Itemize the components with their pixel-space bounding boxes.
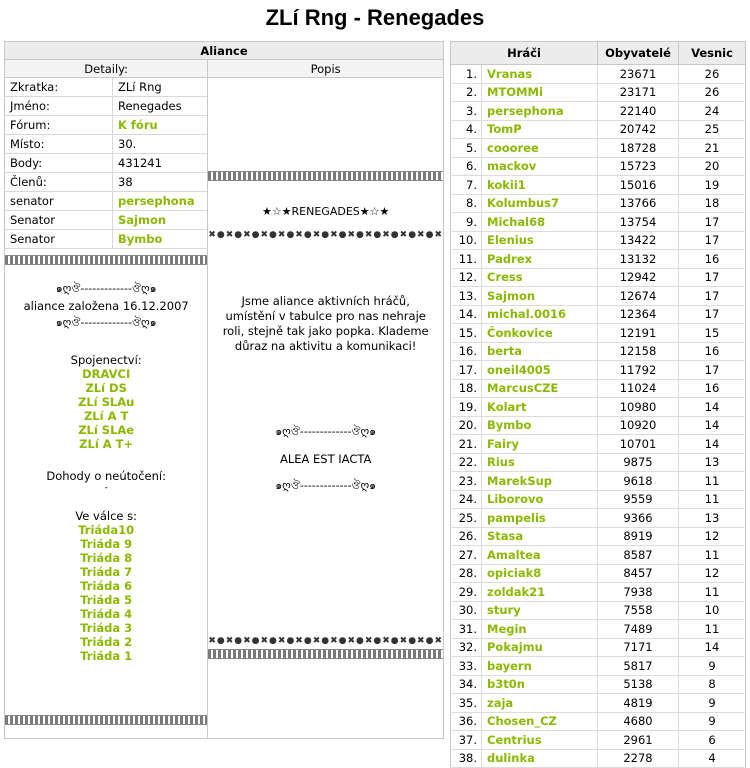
player-name-link[interactable]: Stasa — [482, 527, 598, 546]
player-name-link[interactable]: Cress — [482, 268, 598, 287]
player-rank: 3. — [451, 102, 482, 121]
player-population: 12942 — [598, 268, 679, 287]
war-link[interactable]: Triáda 9 — [80, 537, 133, 551]
player-name-link[interactable]: Megin — [482, 620, 598, 639]
player-row — [451, 65, 746, 84]
player-name-link[interactable]: Chosen_CZ — [482, 712, 598, 731]
player-row — [451, 657, 746, 676]
player-name-link[interactable]: Fairy — [482, 435, 598, 454]
wars-list — [5, 523, 207, 663]
player-population: 23671 — [598, 65, 679, 84]
player-rank: 23. — [451, 472, 482, 491]
detail-value: 38 — [113, 173, 208, 192]
detail-key: Členů: — [5, 173, 113, 192]
player-villages: 6 — [679, 731, 746, 750]
player-row — [451, 157, 746, 176]
ally-link[interactable]: ZLí A T+ — [79, 437, 134, 451]
player-population: 10701 — [598, 435, 679, 454]
player-name-link[interactable]: Kolart — [482, 398, 598, 417]
player-population: 12191 — [598, 324, 679, 343]
player-population: 22140 — [598, 102, 679, 121]
player-population: 20742 — [598, 120, 679, 139]
player-row — [451, 583, 746, 602]
player-name-link[interactable]: Elenius — [482, 231, 598, 250]
player-rank: 7. — [451, 176, 482, 195]
player-rank: 37. — [451, 731, 482, 750]
player-row — [451, 102, 746, 121]
player-name-link[interactable]: Rius — [482, 453, 598, 472]
player-row — [451, 305, 746, 324]
player-name-link[interactable]: zoldak21 — [482, 583, 598, 602]
player-name-link[interactable]: MarekSup — [482, 472, 598, 491]
player-population: 11792 — [598, 361, 679, 380]
player-population: 8457 — [598, 564, 679, 583]
detail-row — [5, 154, 207, 173]
player-villages: 12 — [679, 564, 746, 583]
player-villages: 17 — [679, 305, 746, 324]
war-link[interactable]: Triáda 3 — [80, 621, 133, 635]
player-name-link[interactable]: persephona — [482, 102, 598, 121]
player-population: 9366 — [598, 509, 679, 528]
player-rank: 10. — [451, 231, 482, 250]
motto: ALEA EST IACTA — [279, 452, 372, 466]
player-rank: 36. — [451, 712, 482, 731]
page-title: ZLí Rng - Renegades — [265, 5, 485, 30]
detail-row — [5, 192, 207, 211]
player-population: 12674 — [598, 287, 679, 306]
player-rank: 35. — [451, 694, 482, 713]
alliance-header: Aliance — [5, 42, 444, 60]
allies-list — [5, 367, 207, 451]
player-row — [451, 361, 746, 380]
player-rank: 34. — [451, 675, 482, 694]
player-row — [451, 675, 746, 694]
player-row — [451, 342, 746, 361]
player-population: 8587 — [598, 546, 679, 565]
decor-border — [5, 715, 207, 725]
player-row — [451, 749, 746, 768]
player-name-link[interactable]: coooree — [482, 139, 598, 158]
player-rank: 32. — [451, 638, 482, 657]
player-rank: 38. — [451, 749, 482, 768]
ally-link[interactable]: ZLí SLAe — [78, 423, 135, 437]
player-row — [451, 601, 746, 620]
player-population: 9618 — [598, 472, 679, 491]
player-name-link[interactable]: kokii1 — [482, 176, 598, 195]
player-row — [451, 435, 746, 454]
player-name-link[interactable]: berta — [482, 342, 598, 361]
player-villages: 14 — [679, 435, 746, 454]
detail-link[interactable]: persephona — [113, 192, 208, 211]
player-population: 9559 — [598, 490, 679, 509]
player-name-link[interactable]: stury — [482, 601, 598, 620]
col-header-population: Obyvatelé — [598, 42, 679, 65]
deco-line: ๑ღঔ-------------ঔღ๑ — [275, 479, 377, 492]
detail-row — [5, 173, 207, 192]
player-rank: 25. — [451, 509, 482, 528]
player-row — [451, 379, 746, 398]
player-villages: 17 — [679, 361, 746, 380]
player-row — [451, 268, 746, 287]
player-rank: 6. — [451, 157, 482, 176]
player-population: 5138 — [598, 675, 679, 694]
player-villages: 9 — [679, 712, 746, 731]
players-table — [450, 41, 746, 768]
player-population: 4680 — [598, 712, 679, 731]
player-row — [451, 398, 746, 417]
player-villages: 15 — [679, 324, 746, 343]
player-villages: 19 — [679, 176, 746, 195]
detail-value: ZLí Rng — [113, 78, 208, 97]
dots-line: ✖●✖●✖●✖●✖●✖●✖●✖●✖●✖●✖●✖●✖●✖ — [208, 636, 443, 646]
player-villages: 11 — [679, 546, 746, 565]
detail-row — [5, 211, 207, 230]
player-rank: 24. — [451, 490, 482, 509]
detail-value: Renegades — [113, 97, 208, 116]
allies-label: Spojenectví: — [70, 353, 142, 367]
player-population: 8919 — [598, 527, 679, 546]
nap-label: Dohody o neútočení: — [46, 469, 166, 483]
player-rank: 1. — [451, 65, 482, 84]
player-row — [451, 620, 746, 639]
detail-key: Zkratka: — [5, 78, 113, 97]
player-population: 7171 — [598, 638, 679, 657]
details-header: Detaily: — [5, 60, 208, 78]
detail-link[interactable]: K fóru — [113, 116, 208, 135]
player-row — [451, 509, 746, 528]
player-name-link[interactable]: Padrex — [482, 250, 598, 269]
war-link[interactable]: Triáda 8 — [80, 551, 133, 565]
deco-line: ๑ღঔ-------------ঔღ๑ — [275, 425, 377, 438]
player-rank: 26. — [451, 527, 482, 546]
player-name-link[interactable]: dulinka — [482, 749, 598, 768]
player-population: 7489 — [598, 620, 679, 639]
player-name-link[interactable]: Čonkovice — [482, 324, 598, 343]
player-row — [451, 324, 746, 343]
detail-row — [5, 135, 207, 154]
player-row — [451, 638, 746, 657]
player-rank: 21. — [451, 435, 482, 454]
player-rank: 29. — [451, 583, 482, 602]
player-population: 15016 — [598, 176, 679, 195]
player-villages: 11 — [679, 490, 746, 509]
war-link[interactable]: Triáda 6 — [80, 579, 133, 593]
player-population: 12158 — [598, 342, 679, 361]
player-villages: 26 — [679, 83, 746, 102]
player-population: 10920 — [598, 416, 679, 435]
player-row — [451, 527, 746, 546]
player-villages: 13 — [679, 453, 746, 472]
player-row — [451, 731, 746, 750]
player-rank: 9. — [451, 213, 482, 232]
detail-key: Fórum: — [5, 116, 113, 135]
player-villages: 14 — [679, 638, 746, 657]
player-population: 2961 — [598, 731, 679, 750]
player-villages: 13 — [679, 509, 746, 528]
player-row — [451, 176, 746, 195]
player-name-link[interactable]: Vranas — [482, 65, 598, 84]
ally-link[interactable]: DRAVCI — [82, 367, 131, 381]
player-population: 18728 — [598, 139, 679, 158]
player-name-link[interactable]: MarcusCZE — [482, 379, 598, 398]
player-population: 23171 — [598, 83, 679, 102]
player-population: 11024 — [598, 379, 679, 398]
player-name-link[interactable]: opiciak8 — [482, 564, 598, 583]
player-villages: 24 — [679, 102, 746, 121]
player-villages: 11 — [679, 583, 746, 602]
player-villages: 14 — [679, 398, 746, 417]
player-population: 12364 — [598, 305, 679, 324]
dots-line: ✖●✖●✖●✖●✖●✖●✖●✖●✖●✖●✖●✖●✖●✖ — [208, 230, 443, 240]
player-population: 13132 — [598, 250, 679, 269]
player-name-link[interactable]: Amaltea — [482, 546, 598, 565]
player-row — [451, 490, 746, 509]
player-row — [451, 416, 746, 435]
deco-line: ๑ღঔ-------------ঔღ๑ — [55, 282, 157, 295]
player-name-link[interactable]: b3t0n — [482, 675, 598, 694]
war-link[interactable]: Triáda 1 — [80, 649, 133, 663]
player-row — [451, 694, 746, 713]
description-header: Popis — [208, 60, 444, 78]
player-rank: 22. — [451, 453, 482, 472]
player-population: 13766 — [598, 194, 679, 213]
ally-link[interactable]: ZLí A T — [83, 409, 129, 423]
player-row — [451, 564, 746, 583]
player-villages: 17 — [679, 268, 746, 287]
col-header-villages: Vesnic — [679, 42, 746, 65]
player-villages: 16 — [679, 250, 746, 269]
player-population: 4819 — [598, 694, 679, 713]
player-row — [451, 231, 746, 250]
detail-key: Senator — [5, 230, 113, 249]
player-name-link[interactable]: Kolumbus7 — [482, 194, 598, 213]
player-rank: 4. — [451, 120, 482, 139]
player-rank: 12. — [451, 268, 482, 287]
founded-text: aliance založena 16.12.2007 — [23, 299, 189, 313]
decor-border — [208, 171, 443, 181]
player-name-link[interactable]: pampelis — [482, 509, 598, 528]
player-rank: 18. — [451, 379, 482, 398]
player-villages: 21 — [679, 139, 746, 158]
player-rank: 28. — [451, 564, 482, 583]
player-population: 7938 — [598, 583, 679, 602]
player-population: 5817 — [598, 657, 679, 676]
alliance-panel — [4, 41, 444, 739]
ally-link[interactable]: ZLí SLAu — [78, 395, 135, 409]
renegades-banner: ★☆★RENEGADES★☆★ — [261, 205, 390, 218]
player-villages: 14 — [679, 416, 746, 435]
description-column — [208, 78, 444, 739]
war-label: Ve válce s: — [75, 509, 137, 523]
player-rank: 27. — [451, 546, 482, 565]
player-rank: 5. — [451, 139, 482, 158]
player-row — [451, 83, 746, 102]
player-population: 9875 — [598, 453, 679, 472]
player-population: 2278 — [598, 749, 679, 768]
player-row — [451, 213, 746, 232]
player-rank: 30. — [451, 601, 482, 620]
detail-link[interactable]: Sajmon — [113, 211, 208, 230]
detail-row — [5, 116, 207, 135]
player-name-link[interactable]: michal.0016 — [482, 305, 598, 324]
player-rank: 13. — [451, 287, 482, 306]
player-villages: 25 — [679, 120, 746, 139]
player-villages: 10 — [679, 601, 746, 620]
player-name-link[interactable]: oneil4005 — [482, 361, 598, 380]
player-row — [451, 287, 746, 306]
player-row — [451, 453, 746, 472]
player-name-link[interactable]: Centrius — [482, 731, 598, 750]
player-rank: 31. — [451, 620, 482, 639]
player-population: 15723 — [598, 157, 679, 176]
player-name-link[interactable]: bayern — [482, 657, 598, 676]
player-villages: 8 — [679, 675, 746, 694]
player-name-link[interactable]: Sajmon — [482, 287, 598, 306]
player-villages: 9 — [679, 657, 746, 676]
player-villages: 17 — [679, 231, 746, 250]
player-row — [451, 194, 746, 213]
player-villages: 12 — [679, 527, 746, 546]
player-population: 13422 — [598, 231, 679, 250]
player-name-link[interactable]: mackov — [482, 157, 598, 176]
player-villages: 17 — [679, 213, 746, 232]
player-name-link[interactable]: Liborovo — [482, 490, 598, 509]
player-villages: 26 — [679, 65, 746, 84]
details-table — [5, 78, 207, 249]
ally-link[interactable]: ZLí DS — [85, 381, 127, 395]
player-row — [451, 250, 746, 269]
war-link[interactable]: Triáda10 — [78, 523, 135, 537]
alliance-description: Jsme aliance aktivních hráčů, umístění v tabulce pro nas nehraje roli, stejně tak jako popka. Klademe důraz na aktivitu a komunikaci! — [222, 294, 429, 353]
player-villages: 9 — [679, 694, 746, 713]
player-rank: 14. — [451, 305, 482, 324]
decor-border — [208, 649, 443, 659]
war-link[interactable]: Triáda 2 — [80, 635, 133, 649]
player-row — [451, 139, 746, 158]
player-villages: 4 — [679, 749, 746, 768]
player-rank: 2. — [451, 83, 482, 102]
player-villages: 17 — [679, 287, 746, 306]
player-villages: 11 — [679, 472, 746, 491]
player-name-link[interactable]: Pokajmu — [482, 638, 598, 657]
player-population: 10980 — [598, 398, 679, 417]
player-row — [451, 712, 746, 731]
player-rank: 16. — [451, 342, 482, 361]
player-villages: 20 — [679, 157, 746, 176]
detail-value: 431241 — [113, 154, 208, 173]
decor-border — [5, 255, 207, 265]
player-row — [451, 472, 746, 491]
player-villages: 11 — [679, 620, 746, 639]
player-row — [451, 546, 746, 565]
player-row — [451, 120, 746, 139]
detail-row — [5, 97, 207, 116]
detail-row — [5, 78, 207, 97]
player-villages: 16 — [679, 379, 746, 398]
details-column — [5, 78, 208, 739]
player-name-link[interactable]: TomP — [482, 120, 598, 139]
detail-key: Místo: — [5, 135, 113, 154]
detail-key: Body: — [5, 154, 113, 173]
nap-value: - — [104, 483, 108, 493]
player-rank: 11. — [451, 250, 482, 269]
player-rank: 8. — [451, 194, 482, 213]
detail-key: senator — [5, 192, 113, 211]
detail-key: Senator — [5, 211, 113, 230]
player-rank: 33. — [451, 657, 482, 676]
player-population: 7558 — [598, 601, 679, 620]
player-name-link[interactable]: Bymbo — [482, 416, 598, 435]
col-header-players: Hráči — [451, 42, 598, 65]
war-link[interactable]: Triáda 7 — [80, 565, 133, 579]
player-rank: 17. — [451, 361, 482, 380]
player-name-link[interactable]: MTOMMi — [482, 83, 598, 102]
player-name-link[interactable]: Michal68 — [482, 213, 598, 232]
player-villages: 16 — [679, 342, 746, 361]
player-population: 13754 — [598, 213, 679, 232]
player-rank: 20. — [451, 416, 482, 435]
war-link[interactable]: Triáda 5 — [80, 593, 133, 607]
war-link[interactable]: Triáda 4 — [80, 607, 133, 621]
detail-row — [5, 230, 207, 249]
player-rank: 15. — [451, 324, 482, 343]
player-rank: 19. — [451, 398, 482, 417]
player-villages: 18 — [679, 194, 746, 213]
player-name-link[interactable]: zaja — [482, 694, 598, 713]
deco-line: ๑ღঔ-------------ঔღ๑ — [55, 316, 157, 329]
detail-key: Jméno: — [5, 97, 113, 116]
detail-link[interactable]: Bymbo — [113, 230, 208, 249]
detail-value: 30. — [113, 135, 208, 154]
